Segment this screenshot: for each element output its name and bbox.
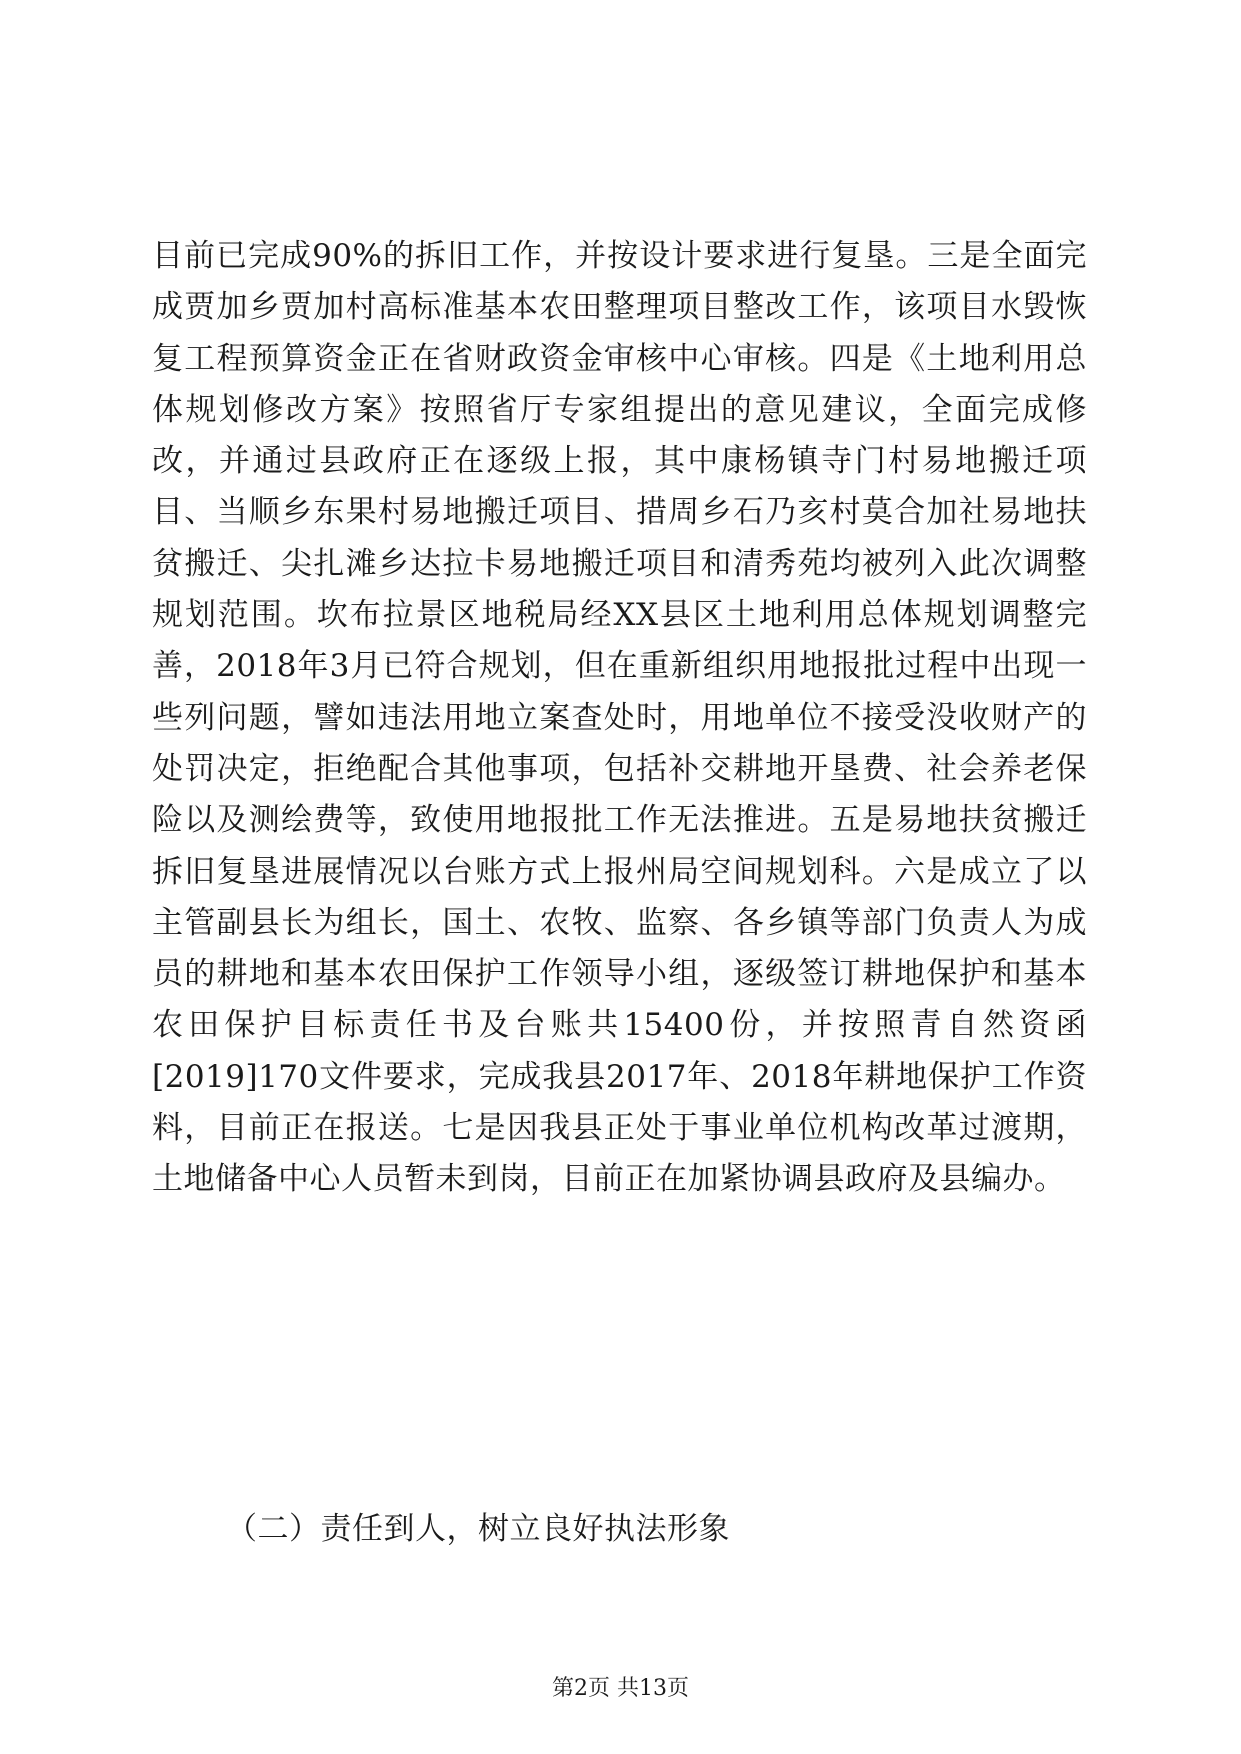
section-heading: （二）责任到人，树立良好执法形象 (226, 1511, 730, 1547)
page-number-footer: 第2页 共13页 (552, 1676, 689, 1701)
body-paragraph: 目前已完成90%的拆旧工作，并按设计要求进行复垦。三是全面完成贾加乡贾加村高标准基本农田整理项目整改工作，该项目水毁恢复工程预算资金正在省财政资金审核中心审核。四是《土地利用总体规划修改方案》按照省厅专家组提出的意见建议，全面完成修改，并通过县政府正在逐级上报，其中康杨镇寺门村易地搬迁项目、当顺乡东果村易地搬迁项目、措周乡石乃亥村莫合加社易地扶贫搬迁、尖扎滩乡达拉卡易地搬迁项目和清秀苑均被列入此次调整规划范围。坎布拉景区地税局经XX县区土地利用总体规划调整完善，2018年3月已符合规划，但在重新组织用地报批过程中出现一些列问题，譬如违法用地立案查处时，用地单位不接受没收财产的处罚决定，拒绝配合其他事项，包括补交耕地开垦费、社会养老保险以及测绘费等，致使用地报批工作无法推进。五是易地扶贫搬迁拆旧复垦进展情况以台账方式上报州局空间规划科。六是成立了以主管副县长为组长，国土、农牧、监察、各乡镇等部门负责人为成员的耕地和基本农田保护工作领导小组，逐级签订耕地保护和基本农田保护目标责任书及台账共15400份，并按照青自然资函[2019]170文件要求，完成我县2017年、2018年耕地保护工作资料，目前正在报送。七是因我县正处于事业单位机构改革过渡期，土地储备中心人员暂未到岗，目前正在加紧协调县政府及县编办。 (152, 238, 1087, 1198)
